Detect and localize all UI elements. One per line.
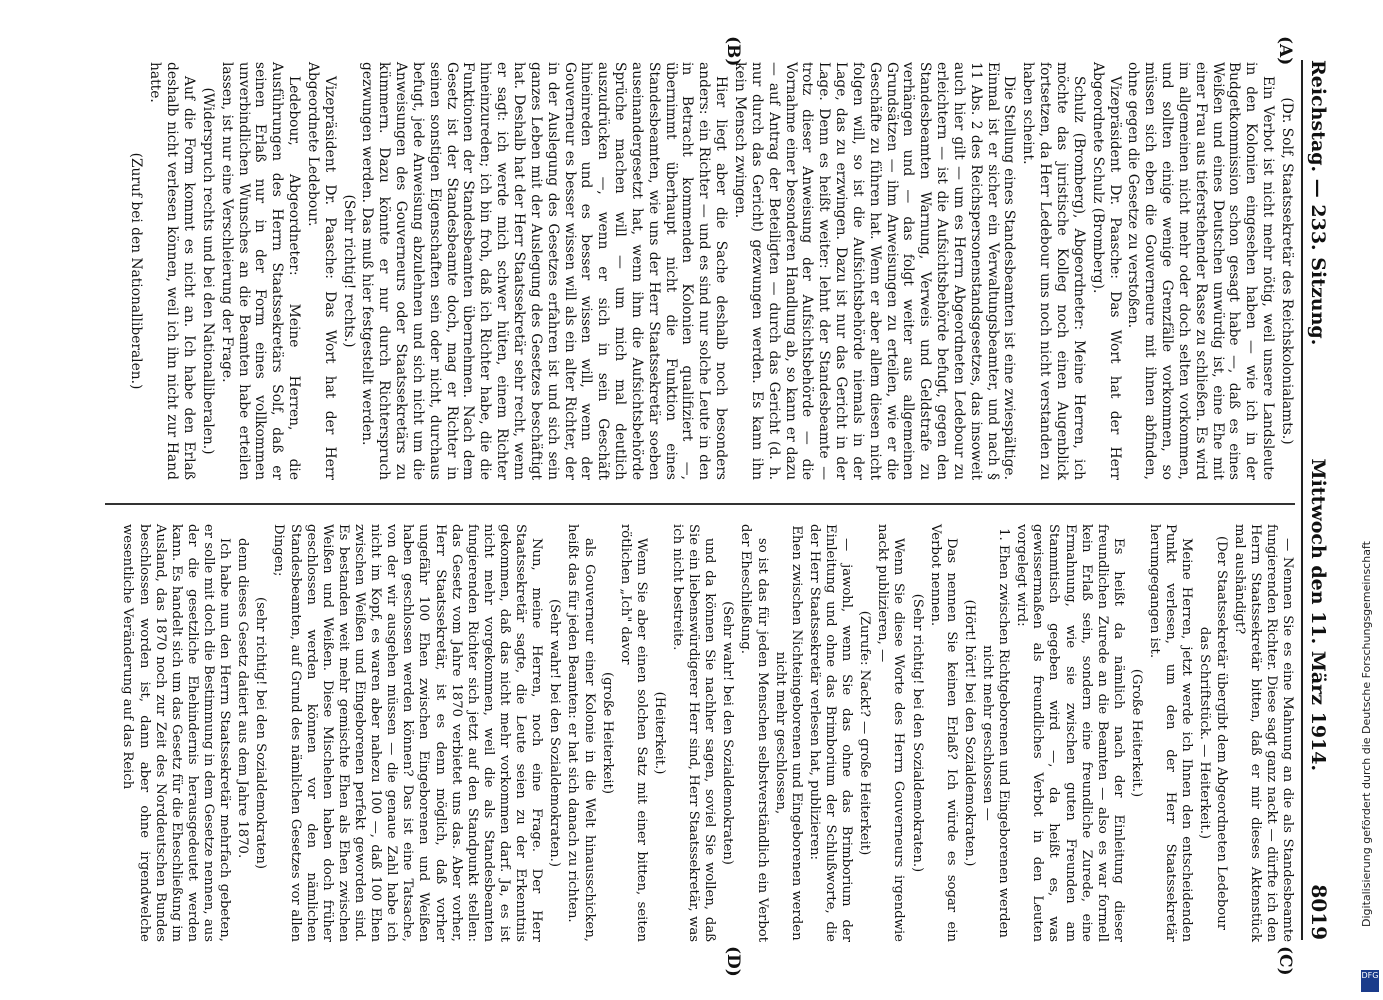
left-column-paragraph: Vizepräsident Dr. Paasche: Das Wort hat der Herr Abgeordnete Schulz (Bromberg). bbox=[1089, 62, 1123, 480]
header-left: Reichstag. — 233. Sitzung. bbox=[1307, 60, 1329, 346]
left-column-paragraph: Hier liegt aber die Sache deshalb noch besonders anders: ein Richter — und es sind nur solche Leute in den in Betracht kommenden Kolonien qualifiziert —, übernimmt überhaupt nicht die Funktion eines Standesbeamten, wie uns der Herr Staatssekretär soeben auseinandergesetzt hat, wenn ihm die Aufsichtsbehörde Sprüche machen will — um mich mal deutlich auszudrücken —, wenn er sich in sein Geschäft hineinreden und es besser wissen will, wenn der Gouverneur es besser wissen will als ein alter Richter, der in der Auslegung des Gesetzes erfahren ist und sich sein ganzes Leben mit der Auslegung des Gesetzes beschäftigt hat. Deshalb hat der Herr Staatssekretär sehr recht, wenn er sagt: ich werde mich schwer hüten, einem Richter hineinzureden; ich bin froh, daß ich Richter habe, die die Funktionen der Standesbeamten übernehmen. Nach dem Gesetz ist der Standesbeamte doch, mag er Richter in seinen sonstigen Eigenschaften sein oder nicht, durchaus befugt, jede Anweisung abzulehnen und sich nicht um die Anweisungen des Gouverneurs oder Staatssekretärs zu kümmern. Dazu könnte er nur durch Richterspruch gezwungen werden. Das muß hier festgestellt werden. bbox=[359, 62, 730, 480]
right-column-paragraph: und da können Sie nachher sagen, soviel Sie wollen, daß Sie ein liebenswürdigerer Herr sind, Herr Staatssekretär, was ich nicht bestreite. bbox=[670, 524, 718, 942]
marker-d: (D) bbox=[723, 946, 743, 977]
right-column-paragraph: (Große Heiterkeit.) bbox=[1129, 668, 1145, 798]
right-column-paragraph: (Sehr wahr! bei den Sozialdemokraten) bbox=[720, 601, 736, 865]
right-column-paragraph: — Nennen Sie es eine Mahnung an die als Standesbeamte fungierenden Richter. Diese sagt ganz nackt — dürfte ich den Herrn Staatssekretär bitten, daß er mir dieses Aktenstück mal aushändigt? bbox=[1231, 524, 1295, 942]
left-column bbox=[126, 62, 1295, 480]
right-column-paragraph: (Zurufe: Nackt? — große Heiterkeit) bbox=[857, 610, 873, 856]
right-column-paragraph: (Sehr richtig! bei den Sozialdemokraten.) bbox=[909, 593, 925, 873]
left-column-paragraph: Die Stellung eines Standesbeamten ist eine zwiespältige. Einmal ist er sicher ein Verwaltungsbeamter, und nach § 11 Abs. 2 des Reichspersonenstandsgesetzes, das insoweit auch hier gilt — um es Herrn Abgeordneten Ledebour zu erleichtern — ist die Aufsichtsbehörde befugt, gegen den Standesbeamten Warnung, Verweis und Geldstrafe zu verhängen und — das folgt weiter aus allgemeinen Grundsätzen — ihm Anweisungen zu erteilen, wie er die Geschäfte zu führen hat. Wenn er aber allem diesen nicht folgen will, so ist die Aufsichtsbehörde niemals in der Lage, das zu erzwingen. Dazu ist nur das Gericht in der Lage. Denn es heißt weiter: lehnt der Standesbeamte — trotz dieser Anweisung der Aufsichtsbehörde — die Vornahme einer besonderen Handlung ab, so kann er dazu — auf Antrag der Beteiligten — durch das Gericht (d. h. nur durch das Gericht) gezwungen werden. Es kann ihn kein Mensch zwingen. bbox=[732, 62, 1018, 480]
right-column-paragraph: Wenn Sie aber einen solchen Satz mit einer bitten, seiten rötlichen „Ich" davor bbox=[617, 524, 649, 942]
right-column-paragraph: Ich habe nun den Herrn Staatssekretär mehrfach gebeten, er solle mit doch die Bestimmung in dem Gesetze nennen, aus der die gesetzliche Ehehindernis herausgedeutet werden kann. Es handelt sich um das Gesetz für die Eheschließung im Ausland, das 1870 noch zur Zeit des Norddeutschen Bundes beschlossen worden ist, dann aber ohne irgendwelche wesentliche Veränderung auf das Reich bbox=[120, 524, 233, 942]
left-column-paragraph: Vizepräsident Dr. Paasche: Das Wort hat der Herr Abgeordnete Ledebour. bbox=[304, 62, 338, 480]
dfg-logo: DFG bbox=[1361, 970, 1379, 992]
right-column-paragraph: Nun, meine Herren, noch eine Frage. Der Herr Staatssekretär sagte, die Leute seien zu der Erkenntnis gekommen, daß das nicht mehr vorkommen darf. Ja, es ist nicht mehr vorgekommen, weil die als Standesbeamten fungierenden Richter sich jetzt auf den Standpunkt stellen: das Gesetz vom Jahre 1870 verbietet uns das. Aber vorher, Herr Staatssekretär, ist es denn möglich, daß vorher ungefähr 100 Ehen zwischen Eingeborenen und Weißen haben geschlossen werden können? Das ist eine Tatsache, von der wir ausgehen müssen — die genaue Zahl habe ich nicht im Kopf, es waren aber nahezu 100 —, daß 100 Ehen zwischen Weißen und Eingeborenen perfekt geworden sind. Es bestanden weit mehr gemischte Ehen als Ehen zwischen Weißen und Weißen. Diese Mischehen haben doch früher geschlossen werden können vor den nämlichen Standesbeamten, auf Grund des nämlichen Gesetzes vor allen Dingen; bbox=[271, 524, 545, 942]
right-column-paragraph: (Hört! hört! bei den Sozialdemokraten.) bbox=[961, 599, 977, 867]
marker-a: (A) bbox=[1275, 36, 1295, 66]
left-column-paragraph: (Zuruf bei den Nationalliberalen.) bbox=[128, 152, 145, 390]
left-column-paragraph: (Sehr richtig! rechts.) bbox=[340, 194, 357, 348]
right-column-paragraph: (große Heiterkeit) bbox=[599, 671, 615, 795]
marker-c: (C) bbox=[1275, 946, 1295, 976]
right-column-paragraph: (sehr richtig! bei den Sozialdemokraten) bbox=[253, 597, 269, 869]
right-column-paragraph: Es heißt da nämlich nach der Einleitung dieser freundlichen Zurede an die Beamten — also es war formell kein Erlaß sein, sondern eine freundliche Zurede, eine Ermahnung, wie sie zwischen guten Freunden am Stammtisch gegeben wird —, da heißt es, was gewissermaßen als freundliches Verbot in den Leuten vorgelegt wird: bbox=[1014, 524, 1126, 942]
marker-b: (B) bbox=[723, 36, 743, 67]
sidebar-text: Digitalisierung gefördert durch die Deutsche Forschungsgemeinschaft bbox=[1360, 541, 1373, 927]
right-column-paragraph: denn dieses Gesetz datiert aus dem Jahre 1870. bbox=[235, 538, 251, 859]
page-number: 8019 bbox=[1307, 884, 1331, 940]
left-column-paragraph: (Dr. Solf, Staatssekretär des Reichskolonialamts.) bbox=[1279, 97, 1295, 445]
right-column-paragraph: so ist das für jeden Menschen selbstverständlich ein Verbot der Eheschließung. bbox=[738, 524, 770, 942]
left-column-paragraph: Ledebour, Abgeordneter: Meine Herren, die Ausführungen des Herrn Staatssekretärs Solf, daß er seinen Erlaß nur in der Form eines vollkommen unverbindlichen Wunsches an die Beamten habe erteilen lassen, ist nur eine Verschleierung der Frage. bbox=[218, 62, 303, 480]
left-column-paragraph: Ein Verbot ist nicht mehr nötig, weil unsere Landsleute in den Kolonien eingesehen haben — wie ich in der Budgetkommission schon gesagt habe —, daß es eines Weißen und eines Deutschen unwürdig ist, eine Ehe mit einer Frau aus tieferstehender Rasse zu schließen. Es wird im allgemeinen nicht mehr oder doch selten vorkommen, und sollten einige wenige Grenzfälle vorkommen, so müssen sich eben die Gouverneure mit ihnen abfinden, ohne gegen die Gesetze zu verstoßen. bbox=[1125, 62, 1277, 480]
header-date: Mittwoch den 11. März 1914. bbox=[1307, 458, 1329, 772]
right-column-paragraph: — jawohl, wenn Sie das ohne das Brimborium der Einleitung und ohne das Brimborium der Schlußworte, die der Herr Staatssekretär verlesen hat, publizieren: bbox=[806, 524, 855, 942]
right-column-paragraph: (Sehr wahr! bei den Sozialdemokraten.) bbox=[547, 599, 563, 867]
left-column-paragraph: (Widerspruch rechts und bei den Nationalliberalen.) bbox=[199, 87, 216, 455]
left-column-paragraph: Auf die Form kommt es nicht an. Ich habe den Erlaß deshalb nicht verlesen können, weil ich ihn nicht zur Hand hatte. bbox=[147, 62, 197, 480]
right-column-paragraph: 1. Ehen zwischen Richtgeborenen und Eingeborenen werden nicht mehr geschlossen — bbox=[980, 528, 1012, 938]
right-column-paragraph: Das nennen Sie keinen Erlaß? Ich würde es sogar ein Verbot nennen. bbox=[927, 524, 959, 942]
right-column-paragraph: Meine Herren, jetzt werde ich Ihnen den entscheidenden Punkt verlesen, um den der Herr Staatssekretär herumgegangen ist. bbox=[1147, 524, 1195, 942]
right-column-paragraph: (Der Staatssekretär übergibt dem Abgeordneten Ledebour das Schriftstück. — Heiterkeit.) bbox=[1197, 535, 1229, 931]
left-column-paragraph: Schulz (Bromberg), Abgeordneter: Meine Herren, ich möchte das juristische Kolleg noch einen Augenblick fortsetzen, da Herr Ledebour uns noch nicht verstanden zu haben scheint. bbox=[1020, 62, 1087, 480]
right-column-paragraph: Wenn Sie diese Worte des Herrn Gouverneurs irgendwie nackt publizieren, — bbox=[875, 524, 907, 942]
right-column bbox=[117, 524, 1295, 942]
right-column-paragraph: Ehen zwischen Nichteingeborenen und Eingeborenen werden nicht mehr geschlossen, bbox=[772, 525, 804, 941]
digitization-sidebar bbox=[1358, 0, 1383, 1000]
right-column-paragraph: als Gouverneur einer Kolonie in die Welt hinausschicken, heißt das für jeden Beamten: er hat sich danach zu richten. bbox=[565, 524, 597, 942]
page-header bbox=[1301, 60, 1347, 940]
right-column-paragraph: (Heiterkeit.) bbox=[651, 691, 667, 775]
column-divider bbox=[105, 503, 1295, 505]
